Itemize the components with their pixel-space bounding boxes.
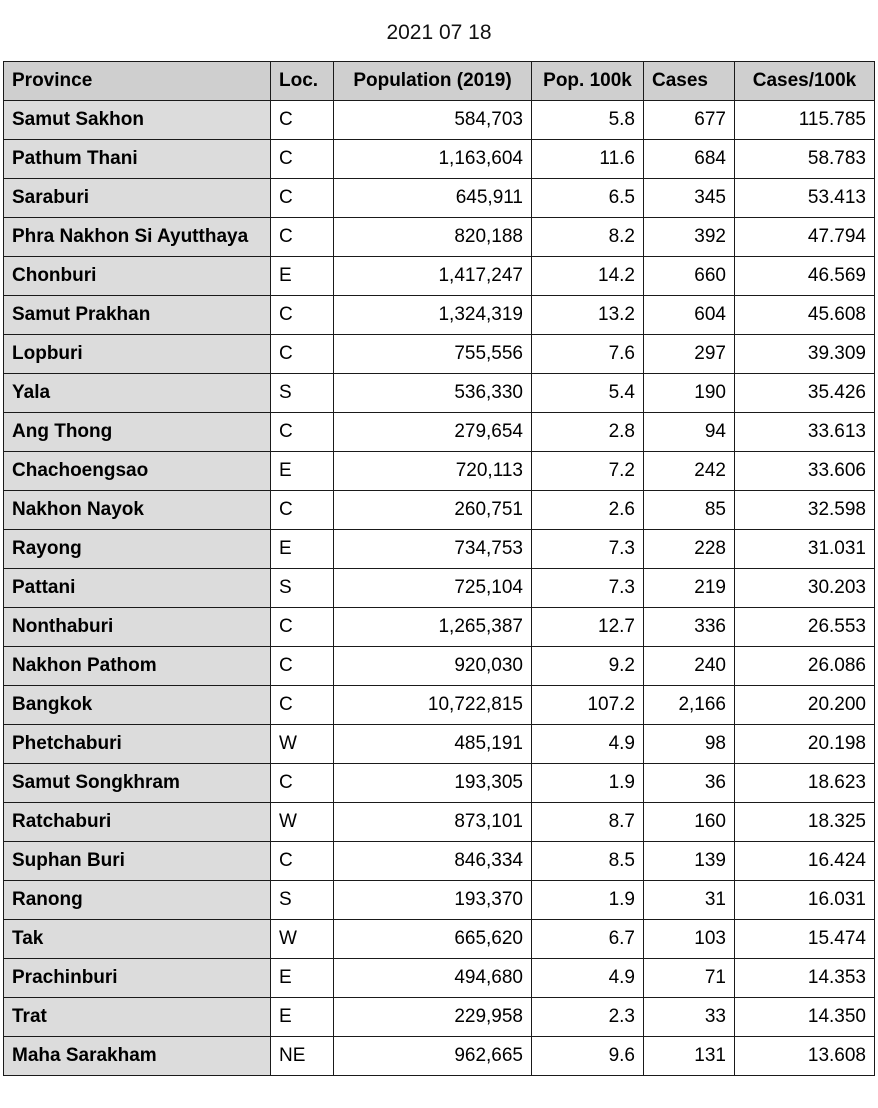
cell-loc: C — [271, 842, 334, 881]
cell-cases-per-100k: 46.569 — [735, 257, 875, 296]
table-row — [4, 998, 875, 1037]
cell-loc: C — [271, 764, 334, 803]
cell-cases: 219 — [644, 569, 735, 608]
cell-pop-100k: 9.6 — [532, 1037, 644, 1076]
cell-pop-100k: 12.7 — [532, 608, 644, 647]
cell-province: Maha Sarakham — [4, 1037, 271, 1076]
cell-cases: 392 — [644, 218, 735, 257]
cell-pop-100k: 2.3 — [532, 998, 644, 1037]
cell-population: 873,101 — [334, 803, 532, 842]
table-row — [4, 413, 875, 452]
cell-province: Nonthaburi — [4, 608, 271, 647]
cell-province: Nakhon Pathom — [4, 647, 271, 686]
cell-loc: C — [271, 335, 334, 374]
cell-cases-per-100k: 115.785 — [735, 101, 875, 140]
cell-cases-per-100k: 16.424 — [735, 842, 875, 881]
cell-pop-100k: 5.4 — [532, 374, 644, 413]
cell-cases-per-100k: 33.613 — [735, 413, 875, 452]
cell-cases-per-100k: 32.598 — [735, 491, 875, 530]
cell-cases-per-100k: 47.794 — [735, 218, 875, 257]
cell-pop-100k: 14.2 — [532, 257, 644, 296]
cell-loc: C — [271, 101, 334, 140]
cell-population: 755,556 — [334, 335, 532, 374]
cell-cases: 36 — [644, 764, 735, 803]
cell-population: 584,703 — [334, 101, 532, 140]
cell-cases: 85 — [644, 491, 735, 530]
cell-pop-100k: 6.7 — [532, 920, 644, 959]
header-pop-100k: Pop. 100k — [532, 62, 644, 101]
table-row — [4, 881, 875, 920]
cell-province: Pattani — [4, 569, 271, 608]
cell-province: Trat — [4, 998, 271, 1037]
cell-cases-per-100k: 13.608 — [735, 1037, 875, 1076]
cell-population: 920,030 — [334, 647, 532, 686]
cell-cases: 139 — [644, 842, 735, 881]
table-row — [4, 959, 875, 998]
cell-cases-per-100k: 16.031 — [735, 881, 875, 920]
cell-population: 494,680 — [334, 959, 532, 998]
cell-pop-100k: 9.2 — [532, 647, 644, 686]
cell-pop-100k: 5.8 — [532, 101, 644, 140]
cell-population: 1,265,387 — [334, 608, 532, 647]
cell-population: 193,370 — [334, 881, 532, 920]
cell-province: Nakhon Nayok — [4, 491, 271, 530]
header-row — [4, 62, 875, 101]
cell-cases: 684 — [644, 140, 735, 179]
header-province: Province — [4, 62, 271, 101]
cell-pop-100k: 7.2 — [532, 452, 644, 491]
cell-loc: C — [271, 686, 334, 725]
table-row — [4, 296, 875, 335]
cell-pop-100k: 1.9 — [532, 881, 644, 920]
cell-pop-100k: 7.3 — [532, 530, 644, 569]
cell-cases: 94 — [644, 413, 735, 452]
cell-province: Saraburi — [4, 179, 271, 218]
cell-loc: S — [271, 569, 334, 608]
table-row — [4, 335, 875, 374]
cell-loc: NE — [271, 1037, 334, 1076]
header-loc: Loc. — [271, 62, 334, 101]
cell-cases-per-100k: 39.309 — [735, 335, 875, 374]
cell-cases: 33 — [644, 998, 735, 1037]
cell-population: 725,104 — [334, 569, 532, 608]
cell-loc: C — [271, 413, 334, 452]
cell-cases: 677 — [644, 101, 735, 140]
table-row — [4, 569, 875, 608]
cell-province: Bangkok — [4, 686, 271, 725]
cell-loc: S — [271, 374, 334, 413]
table-row — [4, 764, 875, 803]
header-cases: Cases — [644, 62, 735, 101]
table-row — [4, 374, 875, 413]
cell-cases-per-100k: 30.203 — [735, 569, 875, 608]
cell-pop-100k: 7.3 — [532, 569, 644, 608]
cell-province: Chonburi — [4, 257, 271, 296]
cell-loc: S — [271, 881, 334, 920]
table-row — [4, 920, 875, 959]
cell-population: 485,191 — [334, 725, 532, 764]
cell-cases-per-100k: 26.553 — [735, 608, 875, 647]
cell-province: Suphan Buri — [4, 842, 271, 881]
cell-pop-100k: 1.9 — [532, 764, 644, 803]
cell-pop-100k: 8.5 — [532, 842, 644, 881]
cell-province: Ang Thong — [4, 413, 271, 452]
cell-population: 846,334 — [334, 842, 532, 881]
table-row — [4, 179, 875, 218]
cell-province: Pathum Thani — [4, 140, 271, 179]
header-population: Population (2019) — [334, 62, 532, 101]
cell-province: Samut Sakhon — [4, 101, 271, 140]
table-row — [4, 491, 875, 530]
cell-loc: C — [271, 491, 334, 530]
cell-province: Lopburi — [4, 335, 271, 374]
cell-pop-100k: 2.6 — [532, 491, 644, 530]
cell-loc: E — [271, 998, 334, 1037]
cell-cases-per-100k: 15.474 — [735, 920, 875, 959]
cell-province: Phra Nakhon Si Ayutthaya — [4, 218, 271, 257]
cell-cases: 2,166 — [644, 686, 735, 725]
cell-population: 962,665 — [334, 1037, 532, 1076]
cell-population: 10,722,815 — [334, 686, 532, 725]
cell-loc: W — [271, 725, 334, 764]
province-cases-table — [3, 61, 875, 1076]
cell-province: Ranong — [4, 881, 271, 920]
cell-province: Samut Prakhan — [4, 296, 271, 335]
cell-cases: 336 — [644, 608, 735, 647]
cell-cases-per-100k: 45.608 — [735, 296, 875, 335]
cell-loc: C — [271, 218, 334, 257]
cell-loc: W — [271, 920, 334, 959]
cell-cases-per-100k: 20.200 — [735, 686, 875, 725]
cell-population: 279,654 — [334, 413, 532, 452]
cell-pop-100k: 107.2 — [532, 686, 644, 725]
cell-pop-100k: 6.5 — [532, 179, 644, 218]
cell-loc: E — [271, 452, 334, 491]
cell-population: 820,188 — [334, 218, 532, 257]
cell-pop-100k: 8.2 — [532, 218, 644, 257]
cell-loc: W — [271, 803, 334, 842]
cell-cases: 604 — [644, 296, 735, 335]
cell-pop-100k: 4.9 — [532, 725, 644, 764]
cell-loc: C — [271, 647, 334, 686]
cell-cases: 160 — [644, 803, 735, 842]
cell-province: Chachoengsao — [4, 452, 271, 491]
table-row — [4, 725, 875, 764]
cell-province: Samut Songkhram — [4, 764, 271, 803]
cell-cases: 345 — [644, 179, 735, 218]
cell-loc: C — [271, 179, 334, 218]
cell-population: 260,751 — [334, 491, 532, 530]
cell-cases-per-100k: 20.198 — [735, 725, 875, 764]
table-row — [4, 101, 875, 140]
cell-population: 1,163,604 — [334, 140, 532, 179]
table-body — [4, 101, 875, 1076]
table-row — [4, 452, 875, 491]
table-row — [4, 218, 875, 257]
cell-cases-per-100k: 35.426 — [735, 374, 875, 413]
table-title: 2021 07 18 — [386, 21, 492, 44]
cell-pop-100k: 7.6 — [532, 335, 644, 374]
cell-pop-100k: 8.7 — [532, 803, 644, 842]
table-row — [4, 530, 875, 569]
cell-pop-100k: 11.6 — [532, 140, 644, 179]
cell-population: 536,330 — [334, 374, 532, 413]
cell-cases-per-100k: 18.325 — [735, 803, 875, 842]
cell-population: 720,113 — [334, 452, 532, 491]
cell-loc: C — [271, 140, 334, 179]
table-row — [4, 803, 875, 842]
cell-cases: 131 — [644, 1037, 735, 1076]
cell-population: 1,417,247 — [334, 257, 532, 296]
cell-province: Prachinburi — [4, 959, 271, 998]
cell-province: Yala — [4, 374, 271, 413]
cell-loc: E — [271, 530, 334, 569]
cell-cases: 31 — [644, 881, 735, 920]
cell-province: Ratchaburi — [4, 803, 271, 842]
cell-province: Rayong — [4, 530, 271, 569]
cell-province: Tak — [4, 920, 271, 959]
table-row — [4, 686, 875, 725]
cell-pop-100k: 4.9 — [532, 959, 644, 998]
cell-cases-per-100k: 18.623 — [735, 764, 875, 803]
table-row — [4, 1037, 875, 1076]
cell-cases-per-100k: 31.031 — [735, 530, 875, 569]
cell-loc: C — [271, 608, 334, 647]
cell-cases: 660 — [644, 257, 735, 296]
cell-cases: 103 — [644, 920, 735, 959]
cell-cases: 98 — [644, 725, 735, 764]
cell-cases: 190 — [644, 374, 735, 413]
cell-cases-per-100k: 33.606 — [735, 452, 875, 491]
header-cases-per-100k: Cases/100k — [735, 62, 875, 101]
cell-cases-per-100k: 14.353 — [735, 959, 875, 998]
cell-cases: 242 — [644, 452, 735, 491]
table-row — [4, 842, 875, 881]
cell-cases-per-100k: 26.086 — [735, 647, 875, 686]
cell-cases-per-100k: 53.413 — [735, 179, 875, 218]
cell-population: 665,620 — [334, 920, 532, 959]
table-row — [4, 608, 875, 647]
cell-cases-per-100k: 58.783 — [735, 140, 875, 179]
cell-pop-100k: 13.2 — [532, 296, 644, 335]
cell-cases-per-100k: 14.350 — [735, 998, 875, 1037]
table-row — [4, 257, 875, 296]
cell-cases: 240 — [644, 647, 735, 686]
table-row — [4, 647, 875, 686]
cell-pop-100k: 2.8 — [532, 413, 644, 452]
cell-population: 645,911 — [334, 179, 532, 218]
cell-loc: E — [271, 959, 334, 998]
cell-population: 229,958 — [334, 998, 532, 1037]
cell-cases: 71 — [644, 959, 735, 998]
cell-province: Phetchaburi — [4, 725, 271, 764]
cell-population: 193,305 — [334, 764, 532, 803]
cell-cases: 297 — [644, 335, 735, 374]
cell-population: 734,753 — [334, 530, 532, 569]
table-row — [4, 140, 875, 179]
cell-loc: E — [271, 257, 334, 296]
cell-loc: C — [271, 296, 334, 335]
cell-population: 1,324,319 — [334, 296, 532, 335]
cell-cases: 228 — [644, 530, 735, 569]
